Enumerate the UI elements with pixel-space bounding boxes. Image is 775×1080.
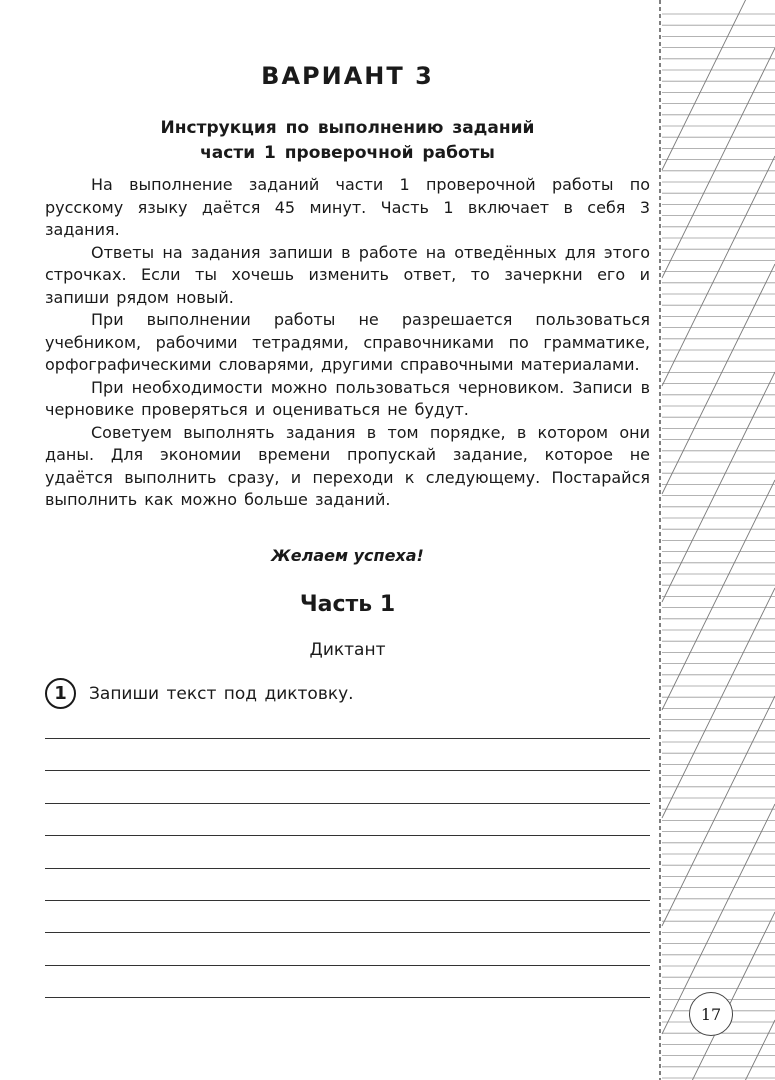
task-number-badge: 1: [45, 678, 76, 709]
answer-line[interactable]: [45, 738, 650, 739]
answer-line[interactable]: [45, 997, 650, 998]
section-label: Диктант: [309, 640, 386, 660]
page-number: 17: [689, 992, 733, 1036]
instruction-paragraph: На выполнение заданий части 1 проверочной работы по русскому языку даётся 45 минут. Часть 1 включает в себя 3 задания.: [45, 175, 650, 239]
answer-line[interactable]: [45, 932, 650, 933]
answer-line[interactable]: [45, 868, 650, 869]
instruction-paragraphs: [45, 174, 650, 512]
part-title: Часть 1: [299, 592, 396, 617]
task-text: Запиши текст под диктовку.: [89, 684, 354, 704]
instruction-paragraph: Советуем выполнять задания в том порядке, в котором они даны. Для экономии времени пропускай задание, которое не удаётся выполнить сразу, и переходи к следующему. Постарайся выполнить как можно больше заданий.: [45, 422, 650, 509]
variant-title: ВАРИАНТ 3: [261, 62, 434, 90]
instruction-paragraph: Ответы на задания запиши в работе на отведённых для этого строчках. Если ты хочешь изменить ответ, то зачеркни его и запиши рядом новый.: [45, 242, 650, 307]
instruction-title-line1: Инструкция по выполнению заданий: [160, 118, 535, 138]
instruction-title: [45, 116, 650, 166]
answer-line[interactable]: [45, 803, 650, 804]
instruction-paragraph: При необходимости можно пользоваться черновиком. Записи в черновике проверяться и оцениваться не будут.: [45, 377, 650, 419]
instruction-paragraph: При выполнении работы не разрешается пользоваться учебником, рабочими тетрадями, справочниками по грамматике, орфографическими словарями, другими справочными материалами.: [45, 310, 650, 374]
answer-line[interactable]: [45, 900, 650, 901]
answer-line[interactable]: [45, 835, 650, 836]
answer-line[interactable]: [45, 965, 650, 966]
instruction-title-line2: части 1 проверочной работы: [200, 143, 495, 163]
task-1: [45, 678, 650, 718]
answer-line[interactable]: [45, 770, 650, 771]
wish-text: Желаем успеха!: [271, 546, 424, 565]
